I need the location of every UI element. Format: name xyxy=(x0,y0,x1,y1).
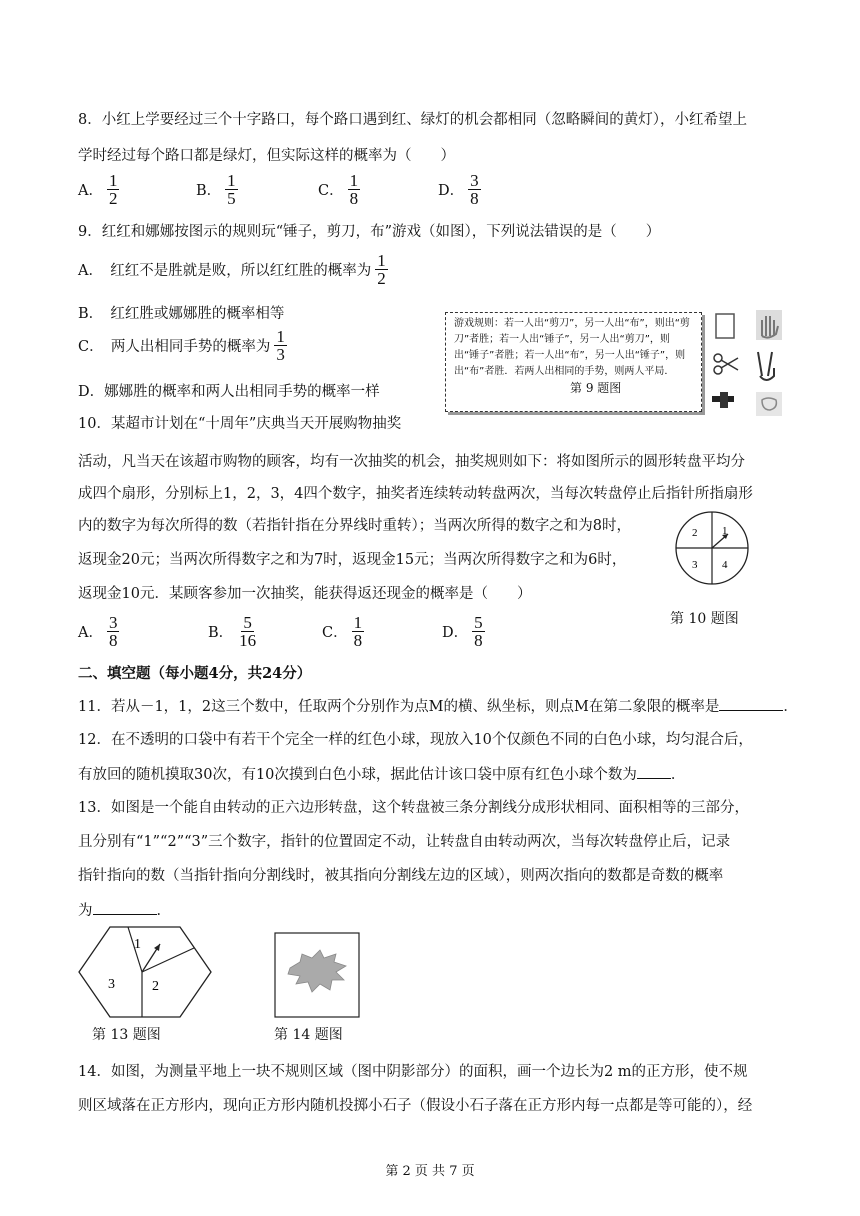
spinner-label-1: 1 xyxy=(134,937,141,952)
q10-option-d: D． $\frac{5}{8}$ xyxy=(442,613,483,650)
q13-line4: 为 ． xyxy=(78,900,171,921)
open-hand-icon xyxy=(756,310,782,340)
spinner-label-1: 1 xyxy=(722,525,728,537)
q8-option-b: B． $\frac{1}{5}$ xyxy=(196,171,236,208)
q13-line1: 13．如图是一个能自由转动的正六边形转盘，这个转盘被三条分割线分成形状相同、面积相等的三部分， xyxy=(78,800,749,816)
q10-caption: 第 10 题图 xyxy=(670,611,739,627)
q13-hexagon-spinner xyxy=(76,924,214,1020)
fraction: $\frac{1}{3}$ xyxy=(276,327,285,364)
fraction: $\frac{1}{2}$ xyxy=(108,171,118,208)
spinner-label-3: 3 xyxy=(692,559,698,571)
game-rules-text: 游戏规则：若一人出“剪刀”，另一人出“布”，则出“剪刀”者胜；若一人出“锤子”，另一人出“剪刀”，则出“锤子”者胜；若一人出“布”，另一人出“锤子”，则出“布”者胜．若两人出相同的手势，则两人平局． xyxy=(454,318,690,377)
page-footer: 第 2 页 共 7 页 xyxy=(385,1164,475,1179)
spinner-label-2: 2 xyxy=(152,979,159,994)
v-sign-hand-icon xyxy=(758,352,774,380)
hammer-icon xyxy=(712,392,734,408)
fraction: $\frac{3}{8}$ xyxy=(108,613,118,650)
spinner-label-2: 2 xyxy=(692,527,698,539)
q10-line1: 10．某超市计划在“十周年”庆典当天开展购物抽奖 xyxy=(78,416,402,432)
spinner-label-4: 4 xyxy=(722,559,728,571)
fraction: $\frac{1}{8}$ xyxy=(349,171,359,208)
answer-blank[interactable] xyxy=(719,696,783,711)
fraction: $\frac{1}{8}$ xyxy=(353,613,363,650)
q8-line1: 8．小红上学要经过三个十字路口，每个路口遇到红、绿灯的机会都相同（忽略瞬间的黄灯），小红希望上 xyxy=(78,112,747,128)
answer-blank[interactable] xyxy=(93,900,157,915)
q9-option-b: B． 红红胜或娜娜胜的概率相等 xyxy=(78,306,285,322)
q9-option-a: A． 红红不是胜就是败，所以红红胜的概率为 $\frac{1}{2}$ xyxy=(78,251,386,288)
fraction: $\frac{5}{16}$ xyxy=(239,613,257,650)
fraction: $\frac{5}{8}$ xyxy=(474,613,483,650)
q11-text: 11．若从－1，1，2这三个数中，任取两个分别作为点M的横、纵坐标，则点M在第二象限的概率是 ． xyxy=(78,696,798,717)
answer-blank[interactable] xyxy=(637,764,671,779)
q12-line1: 12．在不透明的口袋中有若干个完全一样的红色小球，现放入10个仅颜色不同的白色小球，均匀混合后， xyxy=(78,732,753,748)
q10-line2: 活动，凡当天在该超市购物的顾客，均有一次抽奖的机会，抽奖规则如下：将如图所示的圆形转盘平均分 xyxy=(78,454,745,470)
q14-line2: 则区域落在正方形内，现向正方形内随机投掷小石子（假设小石子落在正方形内每一点都是等可能的），经 xyxy=(78,1098,753,1114)
q8-option-c: C． $\frac{1}{8}$ xyxy=(318,171,359,208)
q13-line3: 指针指向的数（当指针指向分割线时，被其指向分割线左边的区域），则两次指向的数都是奇数的概率 xyxy=(78,868,724,884)
q8-option-d: D． $\frac{3}{8}$ xyxy=(438,171,479,208)
q14-square-figure xyxy=(274,932,360,1018)
fraction: $\frac{3}{8}$ xyxy=(470,171,479,208)
q9-option-d: D．娜娜胜的概率和两人出相同手势的概率一样 xyxy=(78,384,380,400)
scissors-icon xyxy=(714,354,738,374)
q10-line5: 返现金20元；当两次所得数字之和为7时，返现金15元；当两次所得数字之和为6时， xyxy=(78,552,627,568)
q10-option-a: A． $\frac{3}{8}$ xyxy=(78,613,118,650)
q9-caption: 第 9 题图 xyxy=(570,381,622,395)
fraction: $\frac{1}{2}$ xyxy=(377,251,386,288)
q10-option-c: C． $\frac{1}{8}$ xyxy=(322,613,363,650)
gesture-icons xyxy=(708,308,786,418)
q10-line6: 返现金10元．某顾客参加一次抽奖，能获得返还现金的概率是（ ） xyxy=(78,586,532,602)
q10-circular-spinner xyxy=(672,508,752,588)
q8-option-a: A． $\frac{1}{2}$ xyxy=(78,171,118,208)
q10-line3: 成四个扇形，分别标上1，2，3，4四个数字，抽奖者连续转动转盘两次，当每次转盘停止后指针所指扇形 xyxy=(78,486,753,502)
q14-line1: 14．如图，为测量平地上一块不规则区域（图中阴影部分）的面积，画一个边长为2 m的正方形，使不规 xyxy=(78,1064,748,1080)
q10-option-b: B． $\frac{5}{16}$ xyxy=(208,613,257,650)
q9-stem: 9．红红和娜娜按图示的规则玩“锤子，剪刀，布”游戏（如图），下列说法错误的是（ ） xyxy=(78,224,661,240)
section-heading: 二、填空题（每小题4分，共24分） xyxy=(78,665,312,682)
q8-line2: 学时经过每个路口都是绿灯，但实际这样的概率为（ ） xyxy=(78,148,455,164)
q14-caption: 第 14 题图 xyxy=(274,1027,343,1043)
fist-icon xyxy=(756,392,782,416)
q10-line4: 内的数字为每次所得的数（若指针指在分界线时重转）；当两次所得的数字之和为8时， xyxy=(78,518,631,534)
game-rules-box xyxy=(445,312,702,412)
q12-line2: 有放回的随机摸取30次，有10次摸到白色小球，据此估计该口袋中原有红色小球个数为 ． xyxy=(78,764,685,785)
q13-caption: 第 13 题图 xyxy=(92,1027,161,1043)
spinner-label-3: 3 xyxy=(108,977,115,992)
paper-icon xyxy=(716,314,734,338)
fraction: $\frac{1}{5}$ xyxy=(227,171,236,208)
q9-option-c: C． 两人出相同手势的概率为 $\frac{1}{3}$ xyxy=(78,327,285,364)
q13-line2: 且分别有“1”“2”“3”三个数字，指针的位置固定不动，让转盘自由转动两次，当每次转盘停止后，记录 xyxy=(78,834,731,850)
